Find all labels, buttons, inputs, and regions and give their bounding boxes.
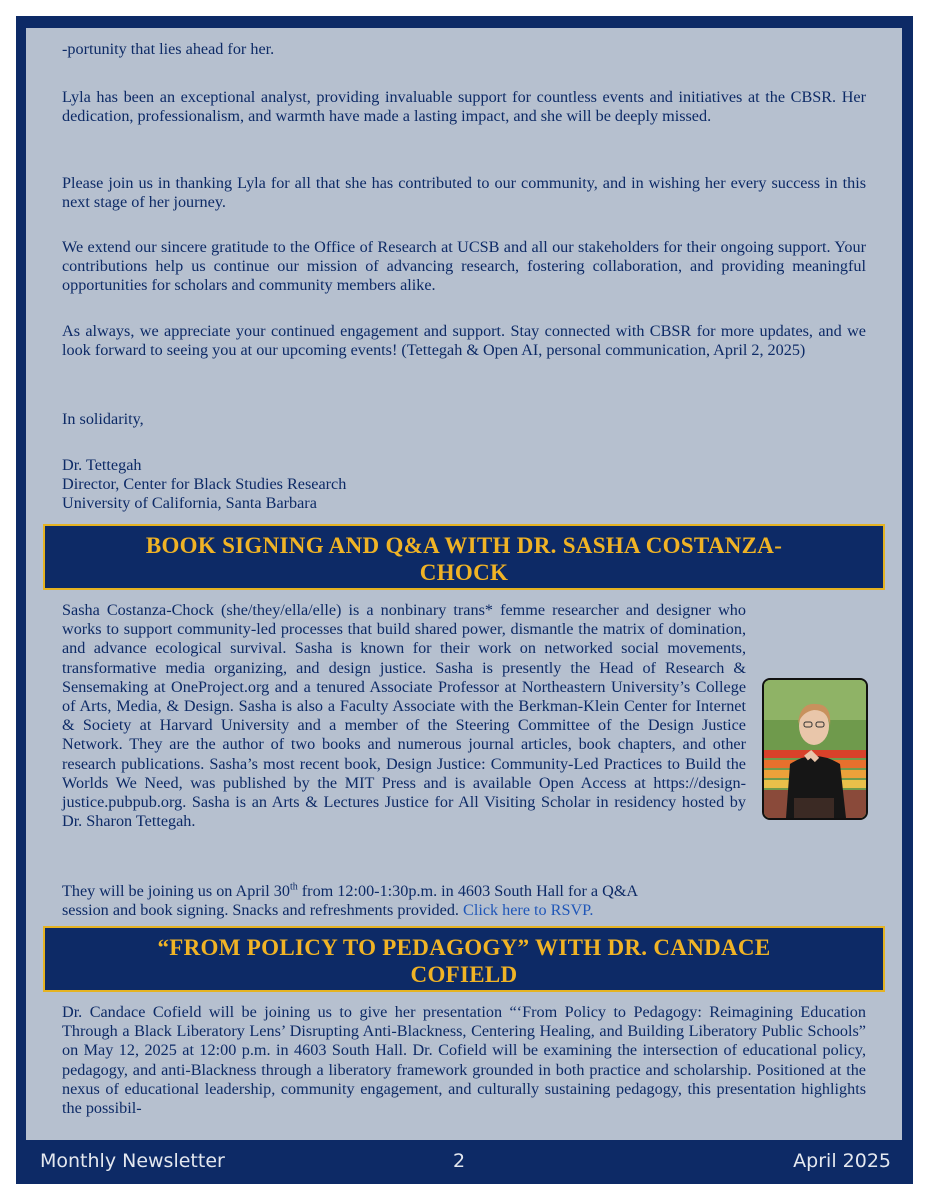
footer-issue-date: April 2025 [793, 1150, 891, 1172]
book-signing-refreshments-line [62, 901, 866, 920]
schedule-text-time-place: from 12:00-1:30p.m. in 4603 South Hall for a Q&A [297, 882, 639, 900]
book-signing-description: Sasha Costanza-Chock (she/they/ella/elle) is a nonbinary trans* femme researcher and designer who works to support community-led processes that build shared power, dismantle the matrix of domination, and advance ecological survival. Sasha is known for their work on networked social movements, transformative media organizing, and design justice. Sasha is presently the Head of Research & Sensemaking at OneProject.org and a tenured Associate Professor at Northeastern University’s College of Arts, Media, & Design. Sasha is also a Faculty Associate with the Berkman-Klein Center for Internet & Society at Harvard University and a member of the Steering Committee of the Design Justice Network. They are the author of two books and numerous journal articles, book chapters, and other research publications. Sasha’s most recent book, Design Justice: Community-Led Practices to Build the Worlds We Need, was published by the MIT Press and is available Open Access at https://design-justice.pubpub.org. Sasha is an Arts & Lectures Justice for All Visiting Scholar in residency hosted by Dr. Sharon Tettegah. [62, 601, 746, 831]
date-ordinal-suffix: th [289, 881, 298, 893]
refreshments-text: session and book signing. Snacks and refreshments provided. [62, 901, 464, 919]
intro-paragraph-engagement: As always, we appreciate your continued engagement and support. Stay connected with CBSR for more updates, and we look forward to seeing you at our upcoming events! (Tettegah & Open AI, personal communication, April 2, 2025) [62, 322, 866, 360]
section-heading-line-1: BOOK SIGNING AND Q&A WITH DR. SASHA COSTANZA- [145, 533, 783, 558]
intro-paragraph-thanks: Please join us in thanking Lyla for all that she has contributed to our community, and in wishing her every success in this next stage of her journey. [62, 174, 866, 212]
section-heading-line-2: CHOCK [419, 560, 509, 585]
policy-to-pedagogy-description: Dr. Candace Cofield will be joining us to give her presentation “‘From Policy to Pedagogy: Reimagining Education Through a Black Liberatory Lens’ Disrupting Anti-Blackness, Centering Healing, and Building Liberatory Public Schools” on May 12, 2025 at 12:00 p.m. in 4603 South Hall. Dr. Cofield will be examining the intersection of educational policy, pedagogy, and anti-Blackness through a liberatory framework grounded in both practice and scholarship. Positioned at the nexus of educational leadership, community engagement, and culturally sustaining pedagogy, this presentation highlights the possibil- [62, 1003, 866, 1118]
footer-page-number: 2 [453, 1150, 466, 1172]
signature-title: Director, Center for Black Studies Research [62, 475, 347, 494]
section-heading-policy-to-pedagogy [43, 926, 885, 992]
page-footer [16, 1140, 913, 1184]
rsvp-link[interactable]: Click here to RSVP. [463, 901, 594, 919]
section-heading-line-1: “FROM POLICY TO PEDAGOGY” WITH DR. CANDACE [157, 935, 771, 960]
intro-paragraph-lyla: Lyla has been an exceptional analyst, providing invaluable support for countless events and initiatives at the CBSR. Her dedication, professionalism, and warmth have made a lasting impact, and she will be deeply missed. [62, 88, 866, 126]
closing-salutation: In solidarity, [62, 410, 144, 428]
speaker-portrait-photo [762, 678, 868, 820]
section-heading-line-2: COFIELD [410, 962, 518, 987]
intro-paragraph-continuation: -portunity that lies ahead for her. [62, 40, 275, 58]
footer-newsletter-title: Monthly Newsletter [40, 1150, 225, 1172]
schedule-text-date: They will be joining us on April 30 [62, 882, 290, 900]
signature-organization: University of California, Santa Barbara [62, 494, 317, 513]
section-heading-book-signing [43, 524, 885, 590]
book-signing-schedule-line [62, 882, 762, 901]
signature-block [62, 456, 866, 514]
signature-name: Dr. Tettegah [62, 456, 142, 474]
intro-paragraph-gratitude: We extend our sincere gratitude to the Office of Research at UCSB and all our stakeholders for their ongoing support. Your contributions help us continue our mission of advancing research, fostering collaboration, and providing meaningful opportunities for scholars and community members alike. [62, 238, 866, 295]
